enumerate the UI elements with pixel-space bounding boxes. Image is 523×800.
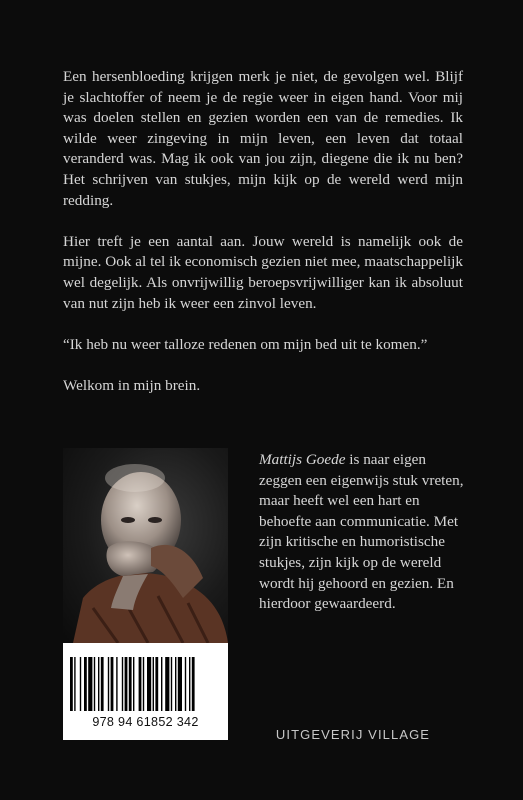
barcode-bar — [125, 657, 128, 711]
barcode-bar — [185, 657, 186, 711]
barcode-bar — [178, 657, 182, 711]
barcode-bar — [108, 657, 109, 711]
blurb-paragraph-1: Een hersenbloeding krijgen merk je niet, de gevolgen wel. Blijf je slachtoffer of neem je de regie weer in eigen hand. Voor mij was doelen stellen en gezien worden een van de remedies. Ik wilde weer zingeving in mijn leven, een leven dat totaal veranderd was. Mag ik ook van jou zijn, diegene die ik nu ben? Het schrijven van stukjes, mijn kijk op de wereld werd mijn redding. — [63, 68, 463, 209]
barcode-bar — [122, 657, 123, 711]
blurb-quote: “Ik heb nu weer talloze redenen om mijn bed uit te komen.” — [63, 335, 428, 353]
barcode-bar — [175, 657, 176, 711]
author-bio — [259, 450, 469, 615]
barcode-bar — [165, 657, 169, 711]
barcode-graphic — [70, 657, 221, 711]
author-name: Mattijs Goede — [259, 451, 346, 468]
barcode-bar — [111, 657, 114, 711]
publisher-name: UITGEVERIJ VILLAGE — [275, 727, 431, 742]
barcode-bar — [161, 657, 162, 711]
barcode-bar — [147, 657, 151, 711]
barcode-bar — [192, 657, 195, 711]
barcode-bar — [143, 657, 144, 711]
isbn-number: 978 94 61852 342 — [92, 715, 199, 729]
barcode-bar — [116, 657, 117, 711]
back-cover-blurb — [63, 67, 463, 417]
isbn-barcode — [63, 643, 228, 740]
barcode-bar — [153, 657, 154, 711]
barcode-bar — [155, 657, 158, 711]
barcode-bar — [94, 657, 95, 711]
barcode-bar — [171, 657, 172, 711]
author-portrait-image — [63, 448, 228, 643]
barcode-bar — [84, 657, 87, 711]
blurb-closing: Welkom in mijn brein. — [63, 376, 201, 394]
barcode-bar — [74, 657, 75, 711]
barcode-bar — [88, 657, 92, 711]
barcode-bar — [189, 657, 190, 711]
barcode-bar — [98, 657, 99, 711]
barcode-bar — [133, 657, 134, 711]
author-bio-text: is naar eigen zeggen een eigenwijs stuk vreten, maar heeft wel een hart en behoefte aan communicatie. Met zijn kritische en humoristische stukjes, zijn kijk op de wereld wordt hij gehoord en gezien. En hierdoor gewaardeerd. — [259, 451, 464, 613]
barcode-bar — [101, 657, 104, 711]
barcode-bar — [139, 657, 142, 711]
barcode-bar — [80, 657, 81, 711]
author-photo — [63, 448, 228, 643]
barcode-bar — [129, 657, 132, 711]
blurb-paragraph-2: Hier treft je een aantal aan. Jouw wereld is namelijk ook de mijne. Ook al tel ik economisch gezien niet mee, maatschappelijk wel degelijk. Als onvrijwillig beroepsvrijwilliger kan ik absoluut van nut zijn heb ik weer een zinvol leven. — [63, 232, 463, 312]
barcode-bar — [70, 657, 73, 711]
